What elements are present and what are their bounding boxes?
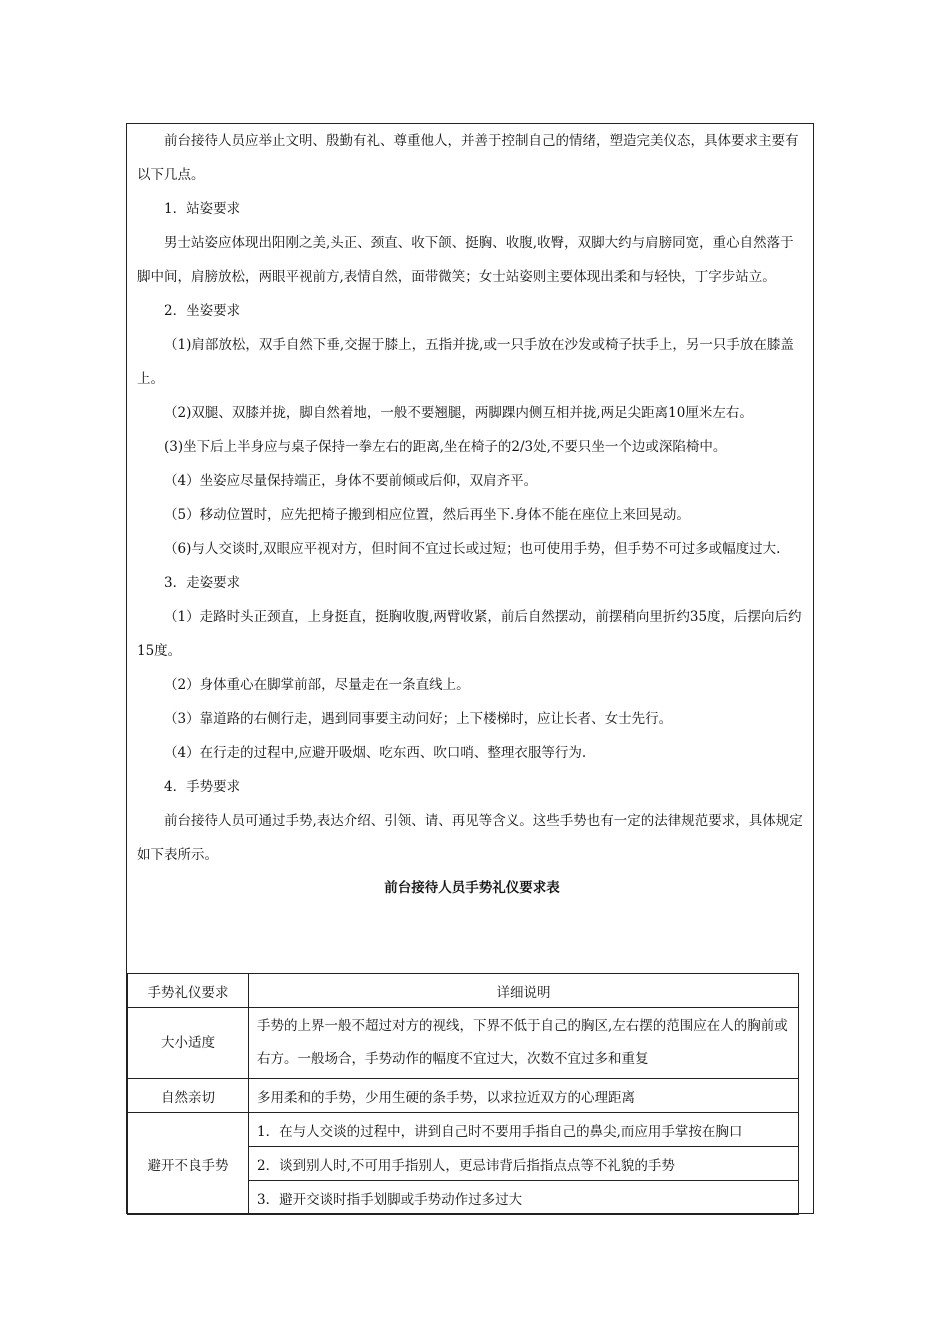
paragraph-gesture: 前台接待人员可通过手势,表达介绍、引领、请、再见等含义。这些手势也有一定的法律规范要求，具体规定如下表所示。 bbox=[137, 813, 803, 863]
row-detail-moderate: 手势的上界一般不超过对方的视线，下界不低于自己的胸区,左右摆的范围应在人的胸前或右方。一般场合，手势动作的幅度不宜过大，次数不宜过多和重复 bbox=[249, 1008, 799, 1079]
paragraph-standing: 男士站姿应体现出阳刚之美,头正、颈直、收下颌、挺胸、收腹,收臀，双脚大约与肩膀同宽，重心自然落于脚中间，肩膀放松，两眼平视前方,表情自然，面带微笑；女士站姿则主要体现出柔和与轻快，丁字步站立。 bbox=[137, 235, 794, 285]
row-detail-avoid-1: 1．在与人交谈的过程中，讲到自己时不要用手指自己的鼻尖,而应用手掌按在胸口 bbox=[249, 1113, 799, 1147]
heading-sitting: 2．坐姿要求 bbox=[164, 303, 241, 319]
paragraph-intro: 前台接待人员应举止文明、殷勤有礼、尊重他人，并善于控制自己的情绪，塑造完美仪态，具体要求主要有以下几点。 bbox=[137, 133, 799, 183]
paragraph-walking-4: （4）在行走的过程中,应避开吸烟、吃东西、吹口哨、整理衣服等行为. bbox=[164, 745, 587, 761]
paragraph-sitting-6: （6)与人交谈时,双眼应平视对方，但时间不宜过长或过短；也可使用手势，但手势不可过多或幅度过大. bbox=[164, 541, 781, 557]
row-label-avoid: 避开不良手势 bbox=[128, 1113, 249, 1215]
row-detail-natural: 多用柔和的手势，少用生硬的条手势，以求拉近双方的心理距离 bbox=[249, 1079, 799, 1113]
paragraph-sitting-5: （5）移动位置时，应先把椅子搬到相应位置，然后再坐下.身体不能在座位上来回晃动。 bbox=[164, 507, 690, 523]
row-label-natural: 自然亲切 bbox=[128, 1079, 249, 1113]
document-frame bbox=[126, 123, 814, 1214]
row-label-moderate: 大小适度 bbox=[128, 1008, 249, 1079]
table-header-detail: 详细说明 bbox=[249, 974, 799, 1008]
heading-standing: 1．站姿要求 bbox=[164, 201, 241, 217]
row-detail-avoid-3: 3．避开交谈时指手划脚或手势动作过多过大 bbox=[249, 1181, 799, 1215]
paragraph-sitting-4: （4）坐姿应尽量保持端正，身体不要前倾或后仰，双肩齐平。 bbox=[164, 473, 538, 489]
paragraph-sitting-2: （2)双腿、双膝并拢，脚自然着地，一般不要翘腿，两脚踝内侧互相并拢,两足尖距离10厘米左右。 bbox=[164, 405, 753, 421]
table-row bbox=[128, 1079, 799, 1113]
table-caption: 前台接待人员手势礼仪要求表 bbox=[384, 880, 560, 896]
table-header-requirement: 手势礼仪要求 bbox=[128, 974, 249, 1008]
paragraph-sitting-1: （1)肩部放松，双手自然下垂,交握于膝上，五指并拢,或一只手放在沙发或椅子扶手上，另一只手放在膝盖上。 bbox=[137, 337, 794, 387]
gesture-table bbox=[127, 973, 799, 1215]
paragraph-walking-3: （3）靠道路的右侧行走，遇到同事要主动问好；上下楼梯时，应让长者、女士先行。 bbox=[164, 711, 673, 727]
paragraph-sitting-3: (3)坐下后上半身应与桌子保持一拳左右的距离,坐在椅子的2/3处,不要只坐一个边或深陷椅中。 bbox=[164, 439, 727, 455]
paragraph-walking-1: （1）走路时头正颈直，上身挺直，挺胸收腹,两臂收紧，前后自然摆动，前摆稍向里折约35度，后摆向后约15度。 bbox=[137, 609, 802, 659]
table-row bbox=[128, 1113, 799, 1147]
heading-gesture: 4．手势要求 bbox=[164, 779, 241, 795]
table-header-row bbox=[128, 974, 799, 1008]
paragraph-walking-2: （2）身体重心在脚掌前部，尽量走在一条直线上。 bbox=[164, 677, 470, 693]
heading-walking: 3．走姿要求 bbox=[164, 575, 241, 591]
document-body bbox=[137, 124, 807, 900]
table-row bbox=[128, 1008, 799, 1079]
row-detail-avoid-2: 2．谈到别人时,不可用手指别人，更忌讳背后指指点点等不礼貌的手势 bbox=[249, 1147, 799, 1181]
